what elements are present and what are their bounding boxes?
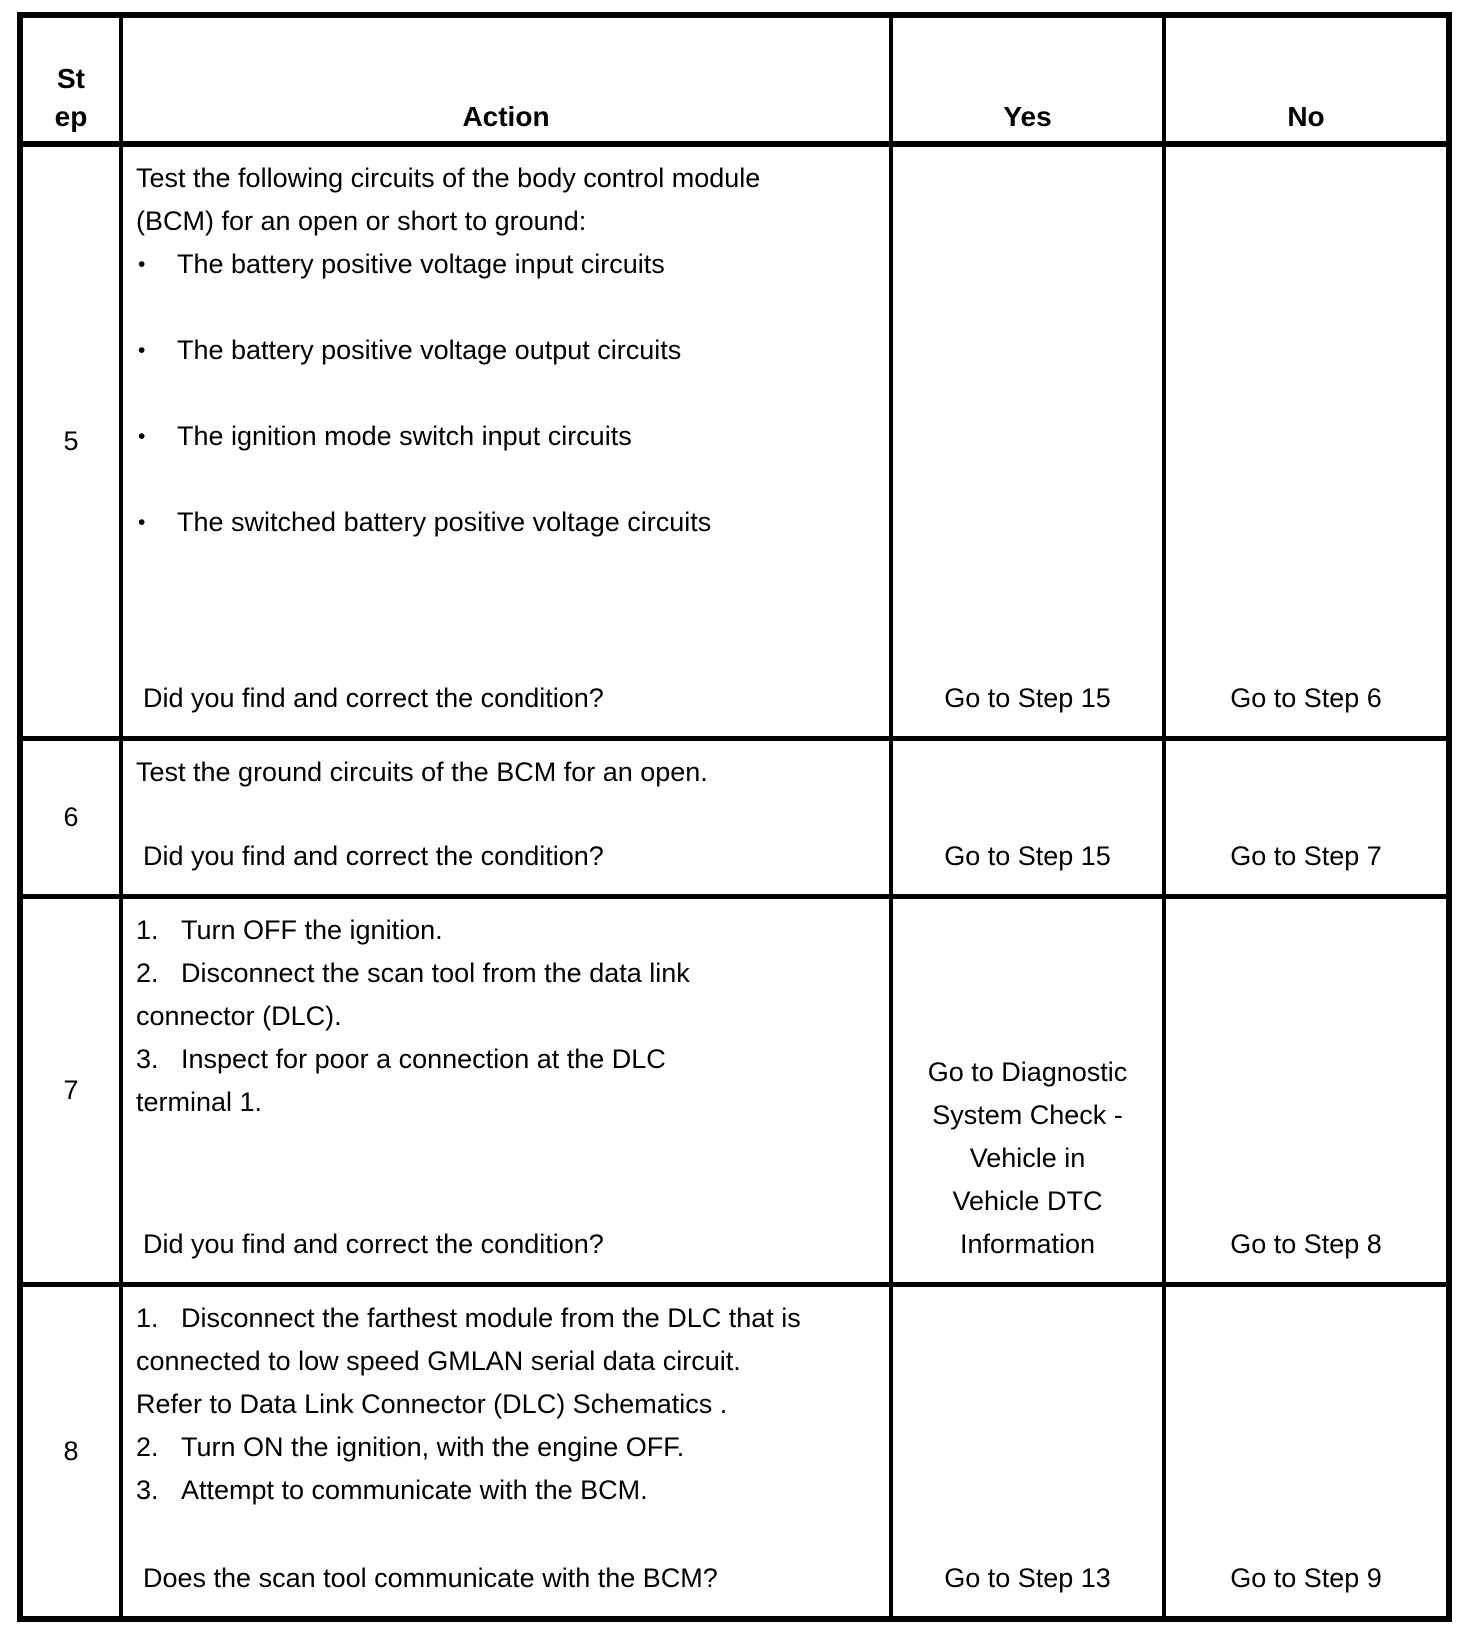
step-cell — [23, 1287, 119, 1616]
action-cell — [119, 147, 889, 736]
header-cell-yes — [889, 18, 1162, 141]
header-cell-action — [119, 18, 889, 141]
blank-line — [136, 286, 881, 329]
bullet-icon: • — [138, 253, 146, 276]
header-step-line2: ep — [54, 101, 88, 132]
yes-cell — [889, 147, 1162, 736]
action-bullet-line — [136, 415, 881, 458]
yes-answer-line: Go to Step 15 — [944, 841, 1111, 871]
header-step-line1: St — [57, 63, 85, 94]
no-cell — [1162, 899, 1446, 1282]
action-line: Test the ground circuits of the BCM for an open. — [136, 757, 708, 787]
step-number: 8 — [63, 1436, 79, 1466]
no-answer-line: Go to Step 7 — [1230, 841, 1382, 871]
yes-answer-line: System Check - — [932, 1100, 1123, 1130]
action-line: terminal 1. — [136, 1087, 263, 1117]
yes-answer-line: Vehicle DTC — [952, 1186, 1103, 1216]
action-cell — [119, 1287, 889, 1616]
action-cell — [119, 741, 889, 894]
no-answer-line: Go to Step 6 — [1230, 683, 1382, 713]
step-cell — [23, 147, 119, 736]
action-numbered-line — [136, 1426, 881, 1469]
diagnostic-table — [17, 12, 1452, 1622]
question-line: Does the scan tool communicate with the BCM? — [143, 1563, 718, 1593]
action-numbered-line — [136, 909, 881, 952]
action-numbered-line — [136, 1038, 881, 1081]
header-action-label: Action — [462, 101, 550, 132]
action-line-text: The battery positive voltage output circuits — [177, 335, 682, 365]
question-line: Did you find and correct the condition? — [143, 1229, 604, 1259]
table-row — [23, 736, 1446, 894]
yes-answer-line: Go to Diagnostic — [927, 1057, 1128, 1087]
no-answer-line: Go to Step 9 — [1230, 1563, 1382, 1593]
list-number: 1. — [136, 1303, 159, 1333]
action-cell — [119, 899, 889, 1282]
table-row — [23, 141, 1446, 736]
header-cell-no — [1162, 18, 1446, 141]
step-cell — [23, 741, 119, 894]
header-cell-step — [23, 18, 119, 141]
action-line-text: The ignition mode switch input circuits — [177, 421, 632, 451]
action-line: connected to low speed GMLAN serial data circuit. — [136, 1346, 741, 1376]
header-yes-label: Yes — [1003, 101, 1052, 132]
yes-answer-line: Vehicle in — [969, 1143, 1086, 1173]
action-line-text: The switched battery positive voltage circuits — [177, 507, 712, 537]
list-number: 3. — [136, 1044, 159, 1074]
action-line: Refer to Data Link Connector (DLC) Schematics . — [136, 1389, 728, 1419]
action-line-text: Attempt to communicate with the BCM. — [181, 1475, 648, 1505]
action-line-text: Disconnect the scan tool from the data link — [181, 958, 690, 988]
action-bullet-line — [136, 329, 881, 372]
action-bullet-line — [136, 501, 881, 544]
action-numbered-line — [136, 952, 881, 995]
bullet-icon: • — [138, 339, 146, 362]
action-numbered-line — [136, 1297, 881, 1340]
action-line: (BCM) for an open or short to ground: — [136, 206, 587, 236]
bullet-icon: • — [138, 425, 146, 448]
no-cell — [1162, 1287, 1446, 1616]
action-line-text: Turn ON the ignition, with the engine OFF. — [181, 1432, 685, 1462]
list-number: 2. — [136, 1432, 159, 1462]
yes-cell — [889, 741, 1162, 894]
yes-cell — [889, 899, 1162, 1282]
step-number: 6 — [63, 802, 79, 832]
action-line-text: Turn OFF the ignition. — [181, 915, 443, 945]
action-numbered-line — [136, 1469, 881, 1512]
table-row — [23, 1282, 1446, 1616]
list-number: 3. — [136, 1475, 159, 1505]
yes-answer-line: Information — [959, 1229, 1096, 1259]
step-cell — [23, 899, 119, 1282]
action-line: Test the following circuits of the body control module — [136, 163, 761, 193]
no-answer-line: Go to Step 8 — [1230, 1229, 1382, 1259]
yes-cell — [889, 1287, 1162, 1616]
action-line: connector (DLC). — [136, 1001, 342, 1031]
blank-line — [136, 372, 881, 415]
list-number: 2. — [136, 958, 159, 988]
question-line: Did you find and correct the condition? — [143, 683, 604, 713]
action-bullet-line — [136, 243, 881, 286]
question-line: Did you find and correct the condition? — [143, 841, 604, 871]
action-line-text: The battery positive voltage input circuits — [177, 249, 665, 279]
header-no-label: No — [1287, 101, 1325, 132]
action-line-text: Disconnect the farthest module from the DLC that is — [181, 1303, 801, 1333]
step-number: 7 — [63, 1075, 79, 1105]
blank-line — [136, 458, 881, 501]
table-row — [23, 894, 1446, 1282]
no-cell — [1162, 741, 1446, 894]
yes-answer-line: Go to Step 13 — [944, 1563, 1111, 1593]
list-number: 1. — [136, 915, 159, 945]
action-line-text: Inspect for poor a connection at the DLC — [181, 1044, 666, 1074]
no-cell — [1162, 147, 1446, 736]
yes-answer-line: Go to Step 15 — [944, 683, 1111, 713]
bullet-icon: • — [138, 511, 146, 534]
table-header-row — [23, 18, 1446, 141]
step-number: 5 — [63, 426, 79, 456]
